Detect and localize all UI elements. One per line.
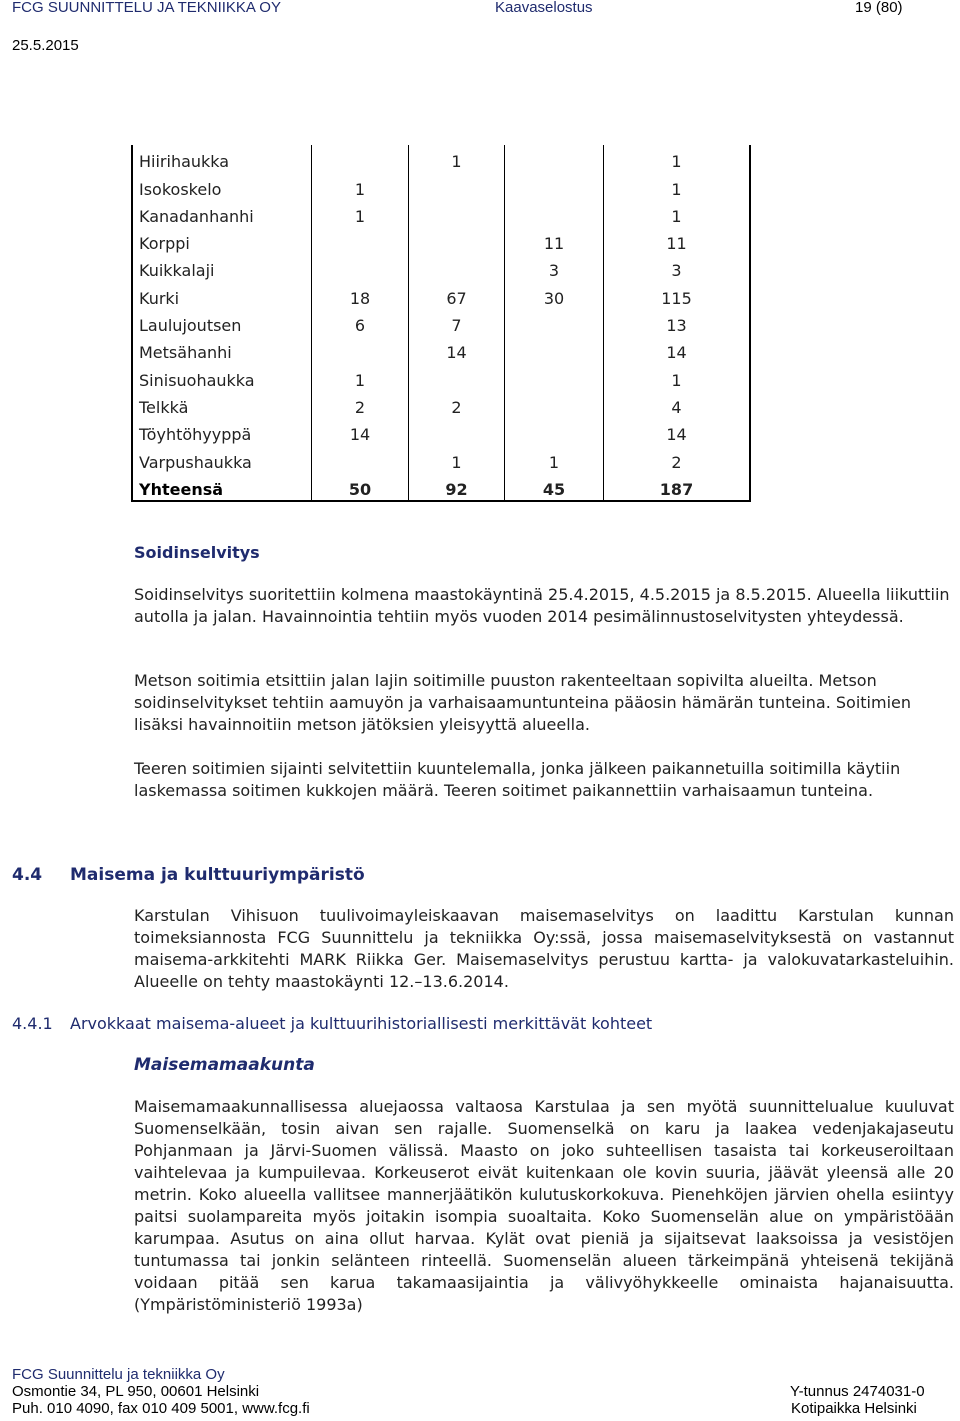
table-row [132, 281, 750, 308]
count-total: 1 [604, 145, 751, 172]
footer-company: FCG Suunnittelu ja tekniikka Oy [12, 1366, 225, 1383]
grand-total: 187 [604, 473, 751, 501]
footer-contact: Puh. 010 4090, fax 010 409 5001, www.fcg.fi [12, 1400, 310, 1417]
section-number: 4.4 [12, 865, 43, 885]
section-heading-4-4 [12, 865, 365, 885]
count-2: 2 [409, 391, 505, 418]
species-name: Kurki [132, 281, 312, 308]
section-number: 4.4.1 [12, 1014, 53, 1033]
section-title-soidinselvitys: Soidinselvitys [134, 543, 260, 562]
species-name: Korppi [132, 227, 312, 254]
count-1: 2 [312, 391, 409, 418]
table-total-row [132, 473, 750, 501]
count-3 [505, 145, 604, 172]
count-1: 1 [312, 363, 409, 390]
soidin-paragraph-3: Teeren soitimien sijainti selvitettiin kuuntelemalla, jonka jälkeen paikannetuilla soitimilla käytiin laskemassa soitimen kukkojen määrä. Teeren soitimet paikannettiin varhaisaamun tunteina. [134, 759, 901, 800]
table-row [132, 172, 750, 199]
count-1 [312, 445, 409, 472]
count-3: 30 [505, 281, 604, 308]
count-2 [409, 227, 505, 254]
soidin-paragraph-2: Metson soitimia etsittiin jalan lajin soitimille puuston rakenteeltaan sopivilta alueilta. Metson soidinselvitykset tehtiin aamuyön ja varhaisaamuntunteina pääosin hämärän tunteina. Soitimien lisäksi havainnoitiin metson jätöksien yleisyyttä alueella. [134, 671, 911, 734]
count-2: 1 [409, 145, 505, 172]
count-1: 6 [312, 309, 409, 336]
species-name: Telkkä [132, 391, 312, 418]
table-row [132, 336, 750, 363]
header-page-number: 19 (80) [855, 0, 903, 16]
count-total: 115 [604, 281, 751, 308]
count-total: 1 [604, 172, 751, 199]
count-2 [409, 254, 505, 281]
subheading-maisemamaakunta: Maisemamaakunta [134, 1055, 315, 1075]
count-1: 1 [312, 172, 409, 199]
count-total: 11 [604, 227, 751, 254]
count-1: 18 [312, 281, 409, 308]
species-table [131, 145, 751, 502]
section-title: Maisema ja kulttuuriympäristö [70, 865, 365, 885]
maisema-paragraph: Karstulan Vihisuon tuulivoimayleiskaavan maisemaselvitys on laadittu Karstulan kunnan toimeksiannosta FCG Suunnittelu ja tekniikka Oy:ssä, jossa maisemaselvityksestä on vastannut maisema-arkkitehti MARK Riikka Ger. Maisemaselvitys perustuu kartta- ja valokuvatarkasteluihin. Alueelle on tehty maastokäynti 12.–13.6.2014. [134, 906, 954, 991]
table-row [132, 200, 750, 227]
footer-address: Osmontie 34, PL 950, 00601 Helsinki [12, 1383, 260, 1400]
count-1 [312, 227, 409, 254]
count-2: 14 [409, 336, 505, 363]
count-1 [312, 145, 409, 172]
table-row [132, 254, 750, 281]
count-2 [409, 363, 505, 390]
table-row [132, 445, 750, 472]
count-2: 1 [409, 445, 505, 472]
count-total: 1 [604, 363, 751, 390]
species-name: Töyhtöhyyppä [132, 418, 312, 445]
count-1 [312, 336, 409, 363]
count-total: 13 [604, 309, 751, 336]
count-2 [409, 200, 505, 227]
count-3 [505, 391, 604, 418]
table-row [132, 309, 750, 336]
count-2 [409, 418, 505, 445]
count-2: 67 [409, 281, 505, 308]
header-doc-title: Kaavaselostus [495, 0, 593, 16]
species-name: Sinisuohaukka [132, 363, 312, 390]
header-company: FCG SUUNNITTELU JA TEKNIIKKA OY [12, 0, 281, 16]
count-3 [505, 200, 604, 227]
count-3 [505, 363, 604, 390]
count-3 [505, 309, 604, 336]
table-row [132, 227, 750, 254]
count-3: 1 [505, 445, 604, 472]
footer-domicile: Kotipaikka Helsinki [791, 1400, 917, 1417]
count-1: 14 [312, 418, 409, 445]
table-row [132, 145, 750, 172]
total-label: Yhteensä [132, 473, 312, 501]
footer-business-id: Y-tunnus 2474031-0 [790, 1383, 925, 1400]
count-total: 4 [604, 391, 751, 418]
count-1: 1 [312, 200, 409, 227]
count-1 [312, 254, 409, 281]
species-name: Kuikkalaji [132, 254, 312, 281]
total-1: 50 [312, 473, 409, 501]
section-heading-4-4-1 [12, 1014, 652, 1033]
section-title: Arvokkaat maisema-alueet ja kulttuurihistoriallisesti merkittävät kohteet [70, 1014, 653, 1033]
species-name: Varpushaukka [132, 445, 312, 472]
header-date: 25.5.2015 [12, 37, 79, 54]
species-name: Hiirihaukka [132, 145, 312, 172]
total-2: 92 [409, 473, 505, 501]
species-name: Metsähanhi [132, 336, 312, 363]
soidin-paragraph-1: Soidinselvitys suoritettiin kolmena maastokäyntinä 25.4.2015, 4.5.2015 ja 8.5.2015. Alueella liikuttiin autolla ja jalan. Havainnointia tehtiin myös vuoden 2014 pesimälinnustoselvitysten yhteydessä. [134, 585, 950, 626]
species-name: Kanadanhanhi [132, 200, 312, 227]
count-3 [505, 336, 604, 363]
species-name: Laulujoutsen [132, 309, 312, 336]
count-2 [409, 172, 505, 199]
count-3: 3 [505, 254, 604, 281]
maisemamaakunta-paragraph: Maisemamaakunnallisessa aluejaossa valtaosa Karstulaa ja sen myötä suunnittelualue kuuluvat Suomenselkään, tosin aivan sen rajalle. Suomenselkä on karu ja laakea vedenjakajaseutu Pohjanmaan ja Järvi-Suomen välissä. Maasto on joko suhteellisen tasaista tai korkeuseroiltaan vaihtelevaa ja kumpuilevaa. Korkeuserot eivät kuitenkaan ole kovin suuria, jäävät yleensä alle 20 metrin. Koko alueella vallitsee mannerjäätikön kulutuskorkokuva. Pienehköjen järvien ohella esiintyy paitsi suolampareita myös joitakin isompia suoaltaita. Koko Suomenselän alue on ympäristöään karumpaa. Asutus on aina ollut harvaa. Kylät ovat pieniä ja sijaitsevat laaksoissa ja vesistöjen tuntumassa tai jonkin selänteen rinteellä. Suomenselän alueen tärkeimpänä yhteisenä tekijänä voidaan pitää sen karua takamaasijaintia ja välivyöhykkeelle ominaista hajanaisuutta. (Ympäristöministeriö 1993a) [134, 1097, 954, 1314]
table-row [132, 418, 750, 445]
count-total: 3 [604, 254, 751, 281]
total-3: 45 [505, 473, 604, 501]
count-total: 1 [604, 200, 751, 227]
count-total: 14 [604, 336, 751, 363]
count-2: 7 [409, 309, 505, 336]
species-name: Isokoskelo [132, 172, 312, 199]
count-3 [505, 418, 604, 445]
count-3: 11 [505, 227, 604, 254]
count-total: 2 [604, 445, 751, 472]
count-total: 14 [604, 418, 751, 445]
count-3 [505, 172, 604, 199]
table-row [132, 363, 750, 390]
table-row [132, 391, 750, 418]
